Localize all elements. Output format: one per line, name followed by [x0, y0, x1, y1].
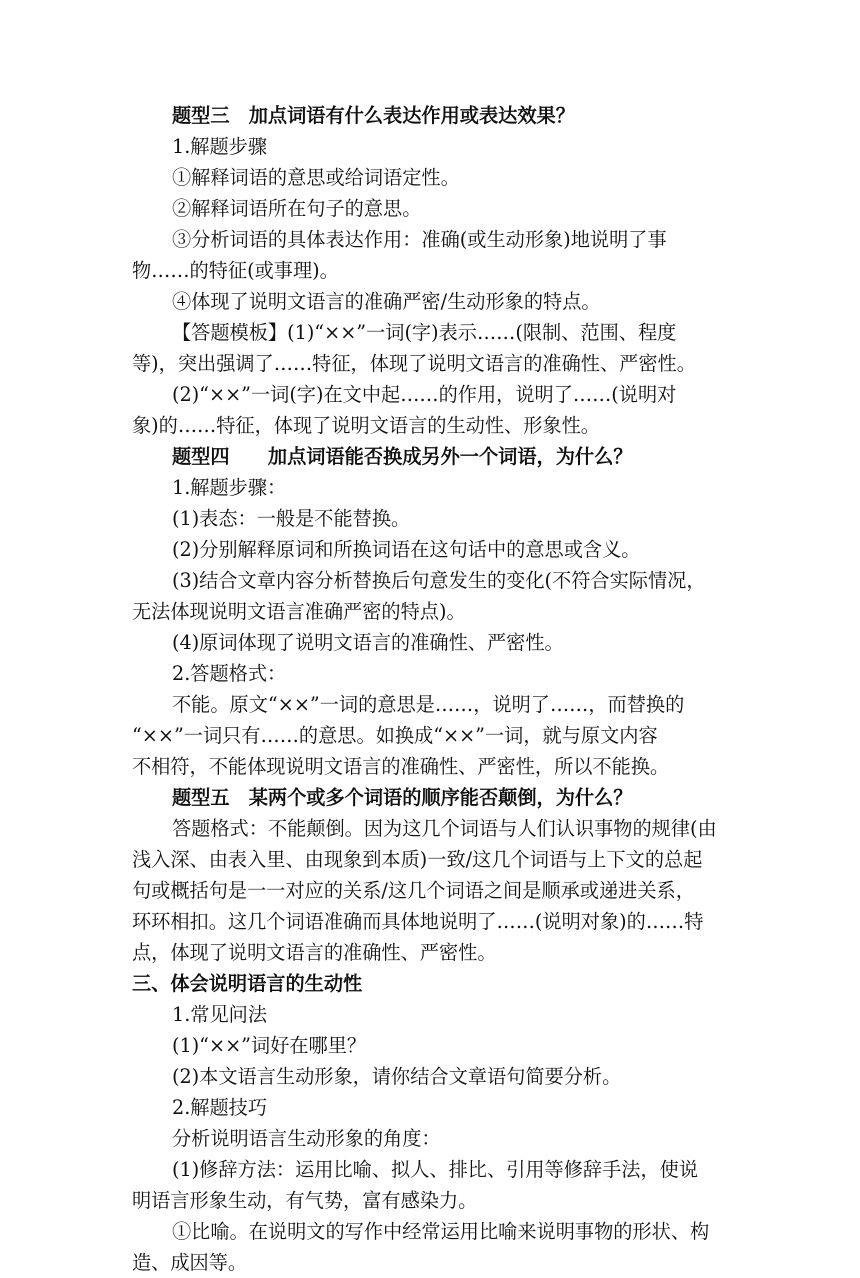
text-line: 物……的特征(或事理)。: [132, 259, 339, 282]
text-line: 明语言形象生动，有气势，富有感染力。: [132, 1189, 478, 1212]
text-line: ①比喻。在说明文的写作中经常运用比喻来说明事物的形状、构: [172, 1220, 710, 1243]
text-line: “××”一词只有……的意思。如换成“××”一词，就与原文内容: [132, 724, 658, 747]
text-line: ③分析词语的具体表达作用：准确(或生动形象)地说明了事: [172, 228, 667, 251]
document-body: [132, 100, 732, 1278]
text-line: 1.解题步骤: [172, 135, 268, 158]
text-line: 等)，突出强调了……特征，体现了说明文语言的准确性、严密性。: [132, 352, 696, 375]
text-line: 环环相扣。这几个词语准确而具体地说明了……(说明对象)的……特: [132, 910, 704, 933]
text-line: (1)修辞方法：运用比喻、拟人、排比、引用等修辞手法，使说: [172, 1158, 699, 1181]
text-line: 造、成因等。: [132, 1251, 248, 1274]
text-line: (2)本文语言生动形象，请你结合文章语句简要分析。: [172, 1065, 622, 1088]
text-line: 不能。原文“××”一词的意思是……，说明了……，而替换的: [172, 693, 685, 716]
text-line: 浅入深、由表入里、由现象到本质)一致/这几个词语与上下文的总起: [132, 848, 703, 871]
text-line: 答题格式：不能颠倒。因为这几个词语与人们认识事物的规律(由: [172, 817, 717, 840]
text-line: ②解释词语所在句子的意思。: [172, 197, 422, 220]
text-line: 1.解题步骤：: [172, 476, 287, 499]
text-line: (3)结合文章内容分析替换后句意发生的变化(不符合实际情况，: [172, 569, 706, 592]
section-heading: 题型五 某两个或多个词语的顺序能否颠倒，为什么？: [172, 786, 633, 809]
section-heading: 题型三 加点词语有什么表达作用或表达效果？: [172, 104, 575, 127]
text-line: (2)“××”一词(字)在文中起……的作用，说明了……(说明对: [172, 383, 677, 406]
section-heading: 三、体会说明语言的生动性: [132, 972, 363, 995]
text-line: ①解释词语的意思或给词语定性。: [172, 166, 460, 189]
text-line: 分析说明语言生动形象的角度：: [172, 1127, 441, 1150]
text-line: 象)的……特征，体现了说明文语言的生动性、形象性。: [132, 414, 600, 437]
text-line: 句或概括句是一一对应的关系/这几个词语之间是顺承或递进关系，: [132, 879, 695, 902]
text-line: 点，体现了说明文语言的准确性、严密性。: [132, 941, 497, 964]
text-line: 无法体现说明文语言准确严密的特点)。: [132, 600, 466, 623]
text-line: 【答题模板】(1)“××”一词(字)表示……(限制、范围、程度: [172, 321, 677, 344]
text-line: 1.常见问法: [172, 1003, 268, 1026]
text-line: (2)分别解释原词和所换词语在这句话中的意思或含义。: [172, 538, 641, 561]
text-line: ④体现了说明文语言的准确严密/生动形象的特点。: [172, 290, 601, 313]
text-line: 不相符，不能体现说明文语言的准确性、严密性，所以不能换。: [132, 755, 670, 778]
text-line: (1)“××”词好在哪里？: [172, 1034, 367, 1057]
section-heading: 题型四 加点词语能否换成另外一个词语，为什么？: [172, 445, 633, 468]
text-line: 2.解题技巧: [172, 1096, 268, 1119]
text-line: (4)原词体现了说明文语言的准确性、严密性。: [172, 631, 564, 654]
text-line: 2.答题格式：: [172, 662, 287, 685]
text-line: (1)表态：一般是不能替换。: [172, 507, 411, 530]
